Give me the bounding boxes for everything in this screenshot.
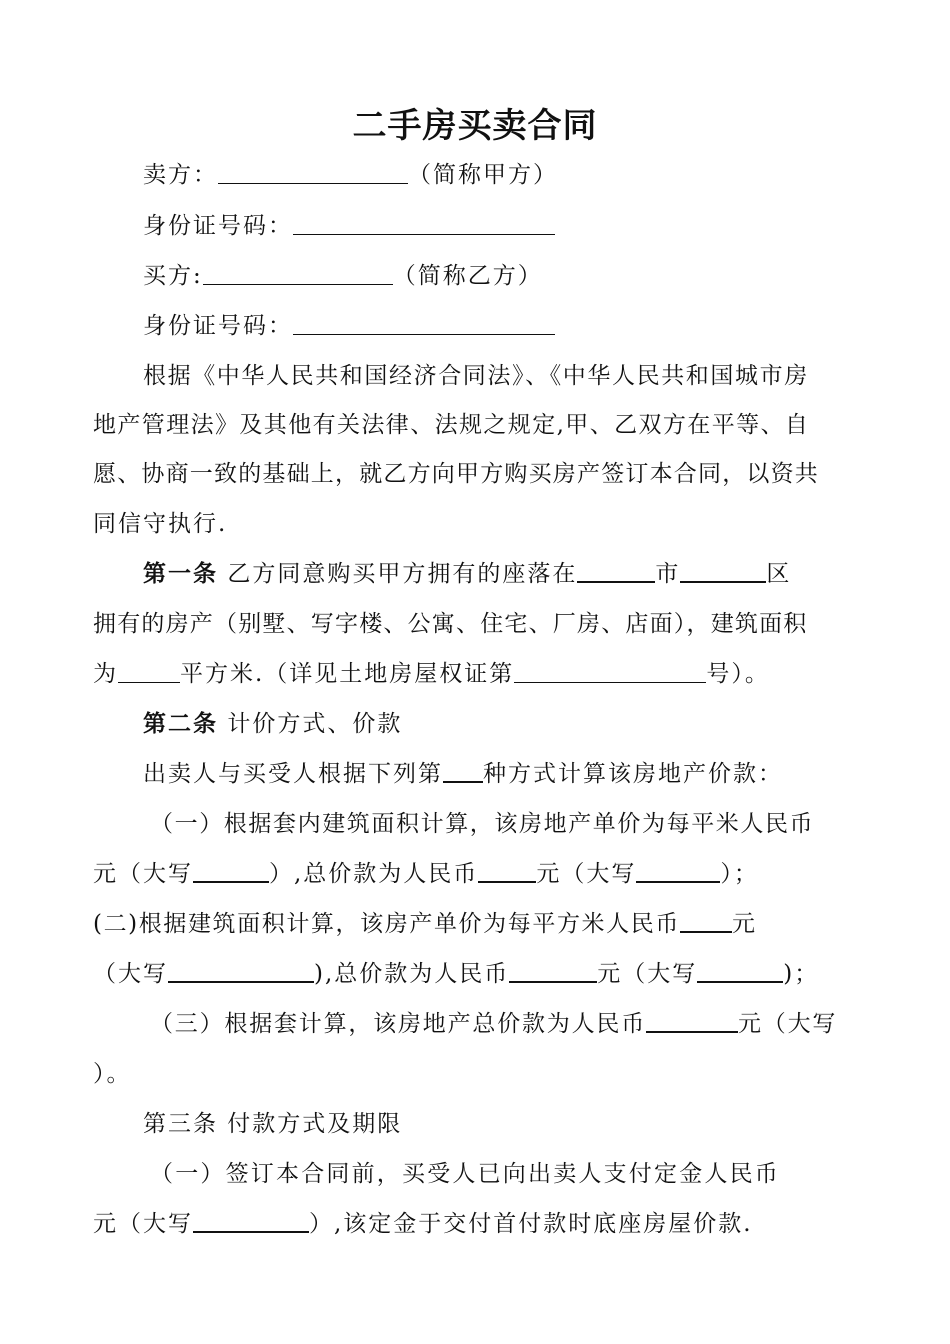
city-blank[interactable] (577, 559, 655, 583)
article-2-line-1 (143, 759, 913, 789)
option-2-text-b2: ),总价款为人民币 (314, 961, 510, 987)
option-1-text-b3: 元（大写 (536, 861, 637, 887)
article-2-text-1b: 种方式计算该房地产价款： (483, 761, 783, 787)
seller-name-blank[interactable] (218, 161, 408, 184)
deposit-words-blank[interactable] (193, 1209, 309, 1233)
article-1-text-a: 乙方同意购买甲方拥有的座落在 (227, 561, 578, 587)
intro-line-4: 同信守执行. (93, 511, 228, 537)
page-title: 二手房买卖合同 (352, 106, 598, 146)
seller-id-blank[interactable] (293, 212, 555, 235)
buyer-id-label: 身份证号码： (143, 313, 293, 339)
article-2-title: 计价方式、价款 (227, 711, 403, 737)
article-3-line-1: （一）签订本合同前，买受人已向出卖人支付定金人民币 (150, 1161, 780, 1187)
article-1-heading: 第一条 (143, 561, 218, 587)
option-1-total-blank[interactable] (478, 859, 536, 883)
option-2-total-words-blank[interactable] (697, 959, 783, 983)
option-1-text-b2: ）,总价款为人民币 (269, 861, 479, 887)
intro-line-1: 根据《中华人民共和国经济合同法》、《中华人民共和国城市房 (143, 363, 809, 389)
option-2-text-b4: )； (783, 961, 820, 987)
article-1-line-3 (93, 659, 863, 689)
article-1-text-c: 区 (766, 561, 792, 587)
article-3-text-2b: ）,该定金于交付首付款时底座房屋价款. (309, 1211, 753, 1237)
article-2-option-1-line-2 (93, 859, 863, 889)
article-2-option-1-line-1: （一）根据套内建筑面积计算，该房地产单价为每平米人民币 (150, 811, 815, 837)
method-blank[interactable] (443, 759, 483, 783)
option-3-total-blank[interactable] (646, 1009, 738, 1033)
option-2-total-blank[interactable] (509, 959, 597, 983)
article-3-text-2a: 元（大写 (93, 1211, 193, 1237)
option-2-unit-blank[interactable] (680, 909, 732, 933)
option-2-text-a1: (二)根据建筑面积计算，该房产单价为每平方米人民币 (93, 911, 680, 937)
seller-id-label: 身份证号码： (143, 213, 293, 239)
buyer-id-line (143, 311, 913, 341)
seller-suffix: （简称甲方） (408, 162, 558, 188)
article-2-option-3-line-1 (150, 1009, 920, 1039)
option-2-text-b3: 元（大写 (597, 961, 698, 987)
option-1-text-b4: ）； (720, 861, 759, 887)
article-2-heading: 第二条 (143, 711, 218, 737)
buyer-name-blank[interactable] (203, 262, 393, 285)
article-1-text-3a: 为 (93, 661, 118, 687)
option-1-text-b1: 元（大写 (93, 861, 193, 887)
buyer-suffix: （简称乙方） (392, 263, 543, 289)
article-1-line-1 (143, 559, 913, 589)
article-2-text-1a: 出卖人与买受人根据下列第 (143, 761, 443, 787)
option-2-text-b1: （大写 (93, 961, 168, 987)
article-1-text-b: 市 (655, 561, 681, 587)
article-1-line-2: 拥有的房产（别墅、写字楼、公寓、住宅、厂房、店面），建筑面积 (93, 611, 808, 637)
certificate-no-blank[interactable] (514, 660, 706, 683)
option-2-unit-words-blank[interactable] (168, 959, 314, 983)
intro-line-3: 愿、协商一致的基础上，就乙方向甲方购买房产签订本合同，以资共 (93, 461, 819, 487)
article-2-option-3-line-2: ）。 (93, 1061, 132, 1087)
article-2-option-2-line-2 (93, 959, 863, 989)
option-3-text-a2: 元（大写 (738, 1011, 838, 1037)
article-1-text-3b: 平方米.（详见土地房屋权证第 (180, 661, 515, 687)
seller-label: 卖方： (143, 162, 218, 188)
option-3-text-a1: （三）根据套计算，该房地产总价款为人民币 (150, 1011, 646, 1037)
buyer-id-blank[interactable] (293, 312, 555, 335)
article-3-heading: 第三条 付款方式及期限 (143, 1111, 403, 1137)
article-3-line-2 (93, 1209, 863, 1239)
option-2-text-a2: 元 (731, 911, 757, 937)
buyer-label: 买方: (143, 263, 203, 289)
area-blank[interactable] (118, 660, 180, 683)
option-1-unit-words-blank[interactable] (193, 859, 269, 883)
intro-line-2: 地产管理法》及其他有关法律、法规之规定,甲、乙双方在平等、自 (93, 412, 810, 438)
buyer-line (143, 261, 913, 291)
option-1-total-words-blank[interactable] (636, 859, 720, 883)
seller-id-line (143, 211, 913, 241)
article-2-option-2-line-1 (93, 909, 863, 939)
article-1-text-3c: 号）。 (706, 661, 770, 687)
seller-line (143, 160, 913, 190)
district-blank[interactable] (680, 559, 766, 583)
article-2-heading-line (143, 709, 913, 739)
